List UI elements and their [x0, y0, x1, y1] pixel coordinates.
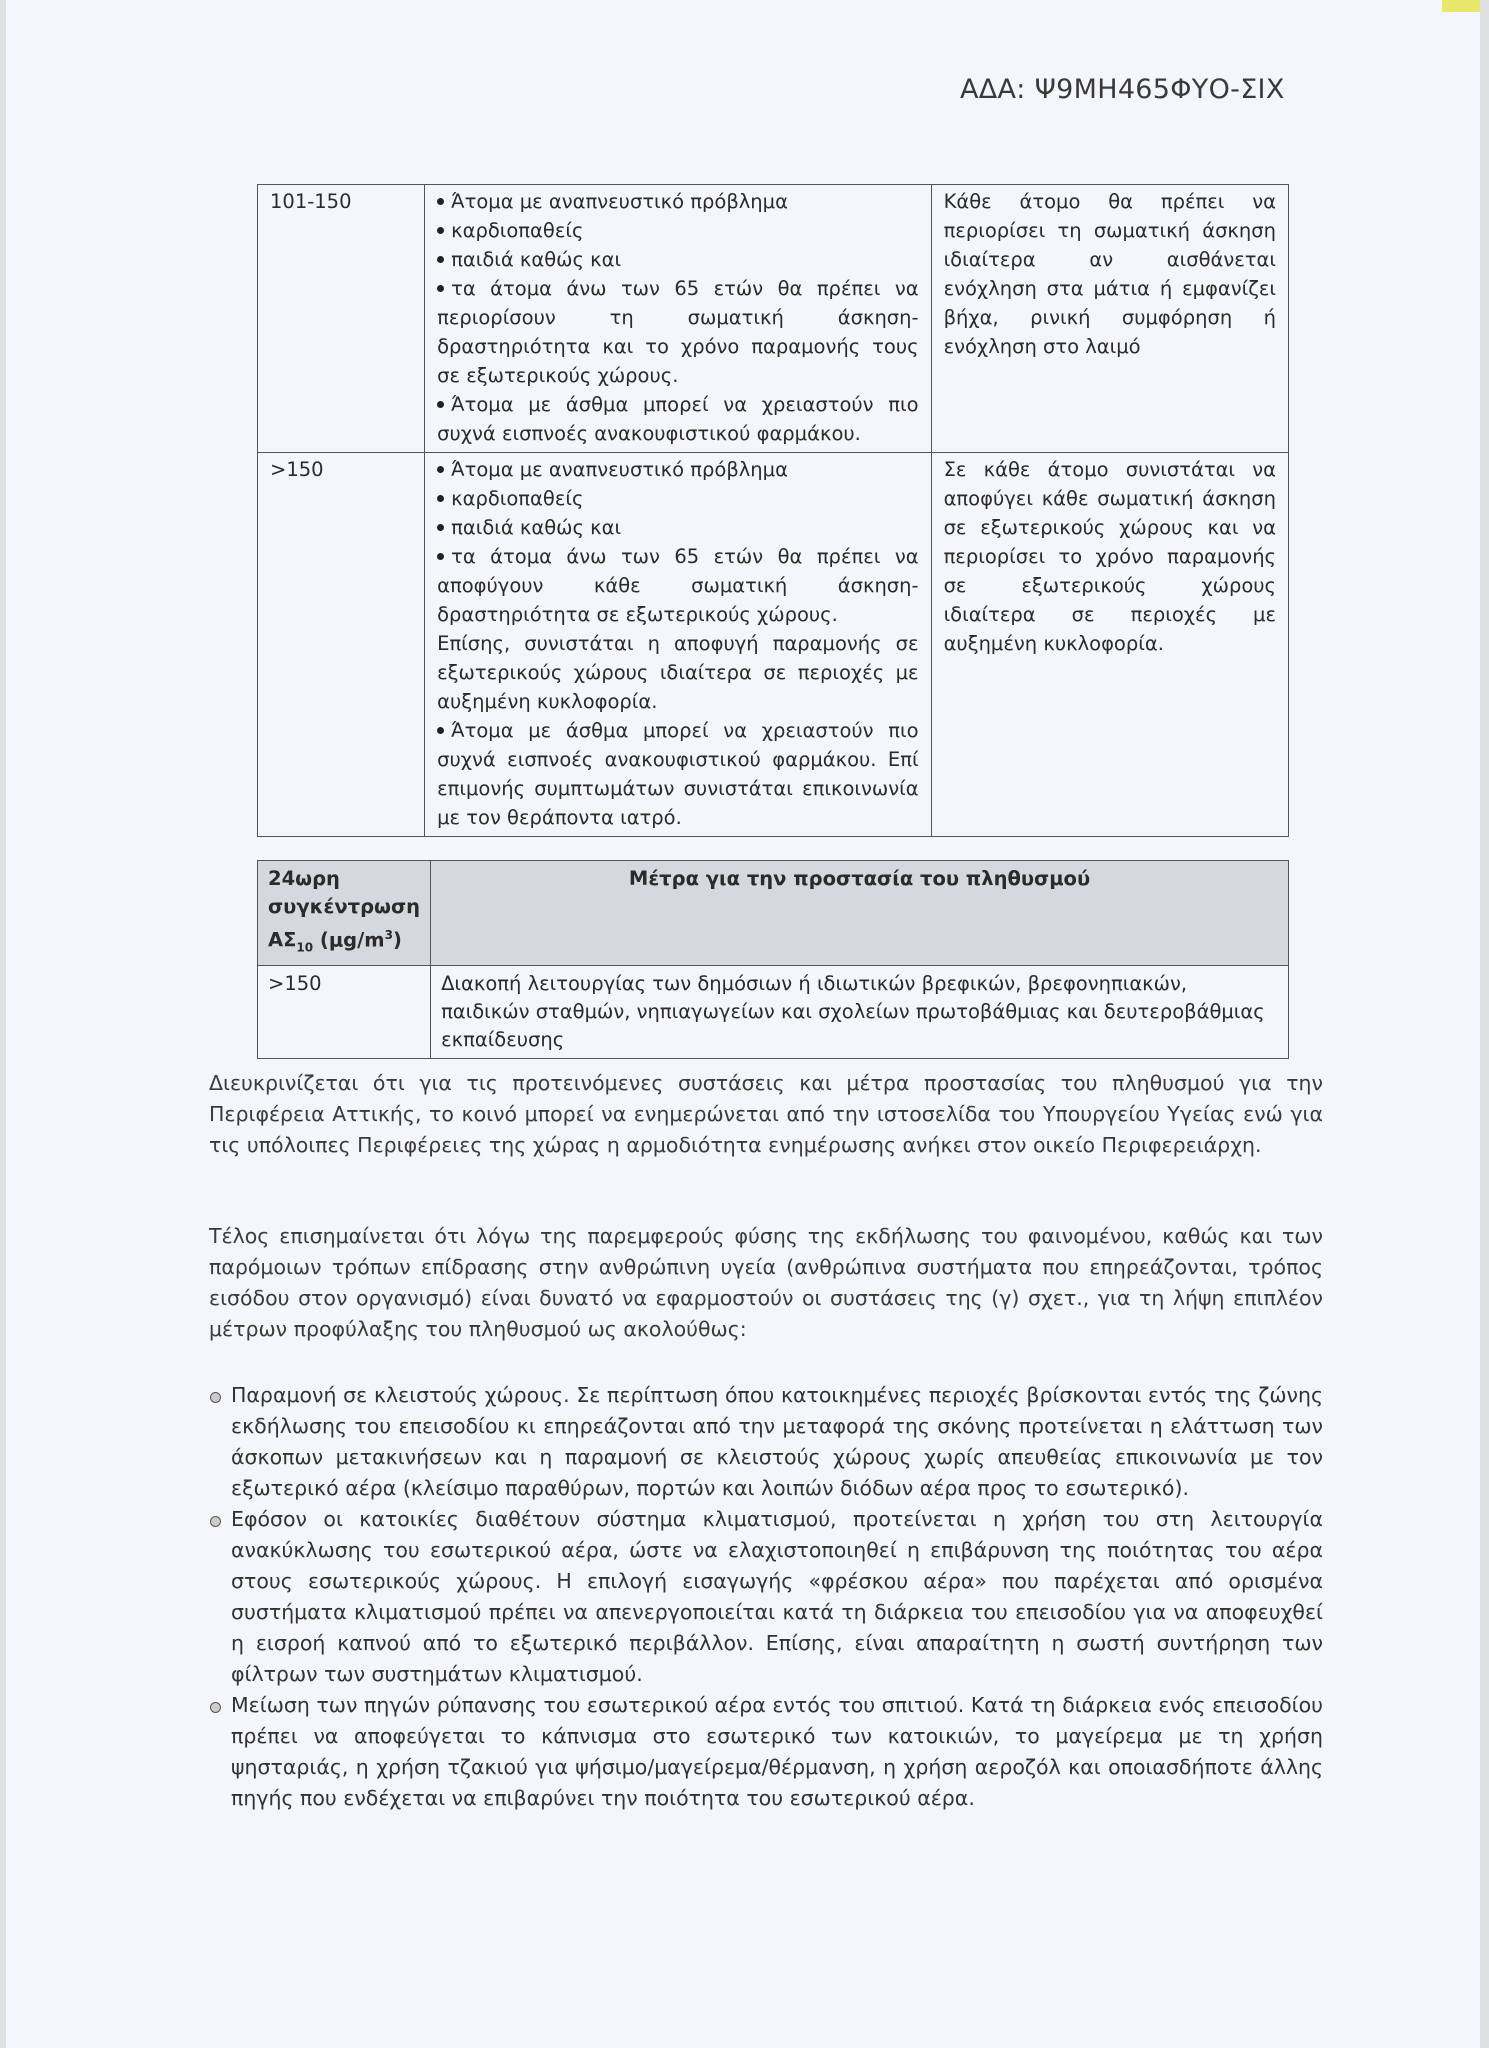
bullet-icon: [437, 198, 444, 205]
document-page: [6, 0, 1480, 2048]
measures-header: Μέτρα για την προστασία του πληθυσμού: [431, 861, 1289, 966]
general-advice-cell: Σε κάθε άτομο συνιστάται να αποφύγει κάθε σωματική άσκηση σε εξωτερικούς χώρους και να περιορίσει το χρόνο παραμονής σε εξωτερικούς χώρους ιδιαίτερα σε περιοχές με αυξημένη κυκλοφορία.: [931, 453, 1288, 837]
table-row: [258, 453, 1289, 837]
table-row: [258, 966, 1289, 1059]
concentration-range: >150: [258, 453, 425, 837]
bullet-icon: [210, 1702, 221, 1713]
list-item: Άτομα με αναπνευστικό πρόβλημα: [437, 187, 918, 216]
list-item: τα άτομα άνω των 65 ετών θα πρέπει να περιορίσουν τη σωματική άσκηση-δραστηριότητα και το χρόνο παραμονής τους σε εξωτερικούς χώρους.: [437, 277, 919, 387]
page-corner-mark: [1442, 0, 1480, 12]
bullet-icon: [437, 285, 444, 292]
additional-measures-paragraph: Τέλος επισημαίνεται ότι λόγω της παρεμφερούς φύσης της εκδήλωσης του φαινομένου, καθώς και των παρόμοιων τρόπων επίδρασης στην ανθρώπινη υγεία (ανθρώπινα συστήματα που επηρεάζονται, τρόπος εισόδου στον οργανισμό) είναι δυνατό να εφαρμοστούν οι συστάσεις της (γ) σχετ., για τη λήψη επιπλέον μέτρων προφύλαξης του πληθυσμού ως ακολούθως:: [209, 1224, 1323, 1341]
recommendations-table: [257, 184, 1289, 837]
bullet-icon: [437, 466, 444, 473]
bullet-icon: [437, 401, 444, 408]
table-header-row: [258, 861, 1289, 966]
table-row: [258, 185, 1289, 453]
bullet-icon: [437, 227, 444, 234]
list-item: Μείωση των πηγών ρύπανσης του εσωτερικού αέρα εντός του σπιτιού. Κατά τη διάρκεια ενός επεισοδίου πρέπει να αποφεύγεται το κάπνισμα στο εσωτερικό των κατοικιών, το μαγείρεμα με τη χρήση ψησταριάς, η χρήση τζακιού για ψήσιμο/μαγείρεμα/θέρμανση, η χρήση αεροζόλ και οποιασδήποτε άλλης πηγής που ενδέχεται να επιβαρύνει την ποιότητα του εσωτερικού αέρα.: [209, 1690, 1323, 1814]
list-item: παιδιά καθώς και: [437, 245, 918, 274]
list-item: καρδιοπαθείς: [437, 216, 918, 245]
list-item: τα άτομα άνω των 65 ετών θα πρέπει να αποφύγουν κάθε σωματική άσκηση-δραστηριότητα σε εξωτερικούς χώρους.: [437, 545, 919, 626]
sensitive-groups-cell: [425, 453, 931, 837]
protection-measures-table: [257, 860, 1289, 1059]
list-item: Άτομα με άσθμα μπορεί να χρειαστούν πιο συχνά εισπνοές ανακουφιστικού φαρμάκου. Επί επιμονής συμπτωμάτων συνιστάται επικοινωνία με τον θεράποντα ιατρό.: [437, 719, 919, 829]
list-item: Επίσης, συνιστάται η αποφυγή παραμονής σε εξωτερικούς χώρους ιδιαίτερα σε περιοχές με αυξημένη κυκλοφορία.: [437, 632, 919, 713]
bullet-icon: [437, 495, 444, 502]
list-item: παιδιά καθώς και: [437, 513, 918, 542]
clarification-paragraph: Διευκρινίζεται ότι για τις προτεινόμενες συστάσεις και μέτρα προστασίας του πληθυσμού για την Περιφέρεια Αττικής, το κοινό μπορεί να ενημερώνεται από την ιστοσελίδα του Υπουργείου Υγείας ενώ για τις υπόλοιπες Περιφέρειες της χώρας η αρμοδιότητα ενημέρωσης ανήκει στον οικείο Περιφερειάρχη.: [209, 1071, 1323, 1157]
bullet-icon: [210, 1392, 221, 1403]
general-advice-cell: Κάθε άτομο θα πρέπει να περιορίσει τη σωματική άσκηση ιδιαίτερα αν αισθάνεται ενόχληση στα μάτια ή εμφανίζει βήχα, ρινική συμφόρηση ή ενόχληση στο λαιμό: [931, 185, 1288, 453]
bullet-icon: [437, 524, 444, 531]
ada-code: ΑΔΑ: Ψ9ΜΗ465ΦΥΟ-ΣΙΧ: [960, 74, 1285, 105]
concentration-header: 24ωρη συγκέντρωση $A\Sigma_{10}$ $(\mu g/m^3)$: [258, 861, 431, 966]
concentration-range: >150: [258, 966, 431, 1059]
list-item: Παραμονή σε κλειστούς χώρους. Σε περίπτωση όπου κατοικημένες περιοχές βρίσκονται εντός της ζώνης εκδήλωσης του επεισοδίου κι επηρεάζονται από την μεταφορά της σκόνης προτείνεται η ελάττωση των άσκοπων μετακινήσεων και η παραμονή σε κλειστούς χώρους χωρίς απευθείας επικοινωνία με τον εξωτερικό αέρα (κλείσιμο παραθύρων, πορτών και λοιπών διόδων αέρα προς το εσωτερικό).: [209, 1380, 1323, 1504]
bullet-icon: [437, 553, 444, 560]
bullet-icon: [437, 256, 444, 263]
concentration-range: 101-150: [258, 185, 425, 453]
measure-text: Διακοπή λειτουργίας των δημόσιων ή ιδιωτικών βρεφικών, βρεφονηπιακών, παιδικών σταθμών, νηπιαγωγείων και σχολείων πρωτοβάθμιας και δευτεροβάθμιας εκπαίδευσης: [431, 966, 1289, 1059]
bullet-icon: [437, 727, 444, 734]
list-item: Άτομα με αναπνευστικό πρόβλημα: [437, 455, 918, 484]
list-item: καρδιοπαθείς: [437, 484, 918, 513]
precautions-list: [209, 1380, 1323, 1814]
list-item: Εφόσον οι κατοικίες διαθέτουν σύστημα κλιματισμού, προτείνεται η χρήση του στη λειτουργία ανακύκλωσης του εσωτερικού αέρα, ώστε να ελαχιστοποιηθεί η επιβάρυνση της ποιότητας του αέρα στους εσωτερικούς χώρους. Η επιλογή εισαγωγής «φρέσκου αέρα» που παρέχεται από ορισμένα συστήματα κλιματισμού πρέπει να απενεργοποιείται κατά τη διάρκεια του επεισοδίου για να αποφευχθεί η εισροή καπνού από το εξωτερικό περιβάλλον. Επίσης, είναι απαραίτητη η σωστή συντήρηση των φίλτρων των συστημάτων κλιματισμού.: [209, 1504, 1323, 1690]
bullet-icon: [210, 1516, 221, 1527]
sensitive-groups-cell: [425, 185, 931, 453]
list-item: Άτομα με άσθμα μπορεί να χρειαστούν πιο συχνά εισπνοές ανακουφιστικού φαρμάκου.: [437, 393, 919, 445]
